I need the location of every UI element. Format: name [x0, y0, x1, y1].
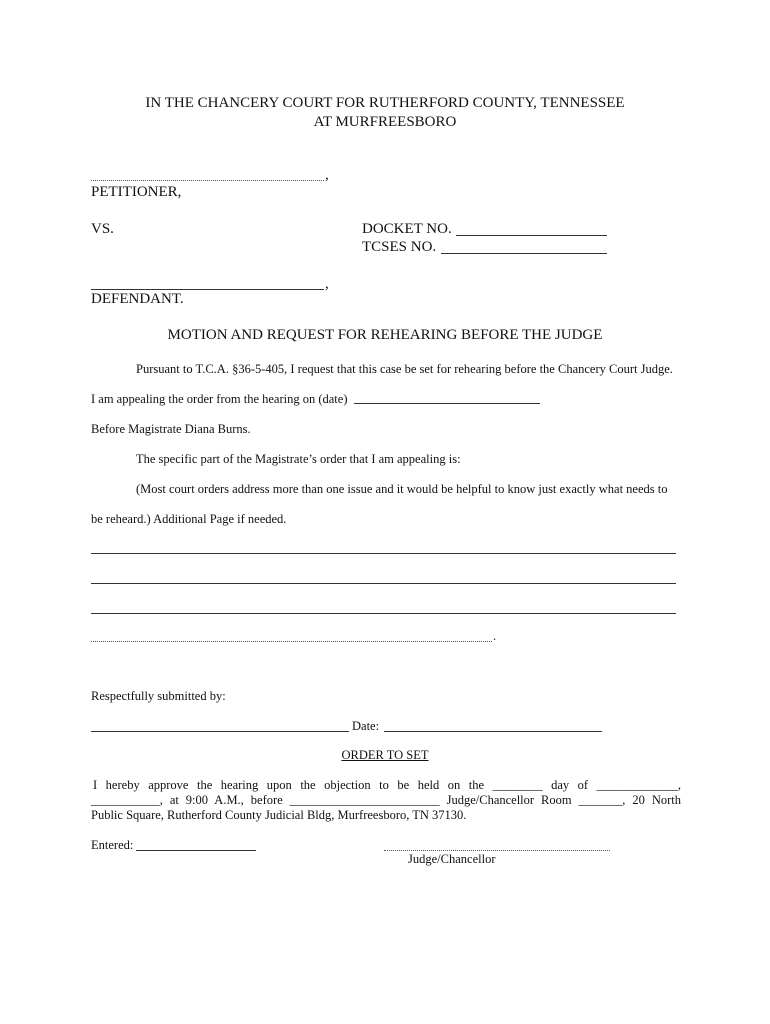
petitioner-label: PETITIONER,: [91, 184, 182, 200]
answer-line-3[interactable]: [91, 613, 676, 614]
court-title: IN THE CHANCERY COURT FOR RUTHERFORD COUNTY, TENNESSEE: [145, 95, 625, 111]
order-line-2: ___________, at 9:00 A.M., before ________________________ Judge/Chancellor Room _______, 20 North: [91, 793, 681, 807]
docket-label: DOCKET NO.: [362, 221, 452, 237]
order-title: ORDER TO SET: [341, 748, 429, 762]
signature-date-label: Date:: [352, 719, 380, 733]
petitioner-comma: ,: [325, 167, 329, 183]
defendant-label: DEFENDANT.: [91, 291, 184, 307]
hearing-date-line[interactable]: [354, 403, 540, 404]
court-location: AT MURFREESBORO: [313, 114, 457, 130]
note-line-1: (Most court orders address more than one issue and it would be helpful to know just exactly what needs to: [136, 482, 668, 496]
specific-part-text: The specific part of the Magistrate’s order that I am appealing is:: [136, 452, 461, 466]
answer-line-4[interactable]: [91, 641, 492, 642]
answer-period: .: [493, 629, 497, 643]
docket-number-line[interactable]: [456, 235, 607, 236]
vs-label: VS.: [91, 221, 114, 237]
defendant-name-line[interactable]: [91, 289, 324, 290]
magistrate-text: Before Magistrate Diana Burns.: [91, 422, 251, 436]
petitioner-name-line[interactable]: [91, 180, 324, 181]
order-line-3: Public Square, Rutherford County Judicial Bldg, Murfreesboro, TN 37130.: [91, 808, 467, 822]
statute-paragraph: Pursuant to T.C.A. §36-5-405, I request that this case be set for rehearing before the Chancery Court Judge.: [136, 362, 673, 376]
tcses-number-line[interactable]: [441, 253, 607, 254]
submitted-by-label: Respectfully submitted by:: [91, 689, 226, 703]
signature-date-line[interactable]: [384, 731, 602, 732]
answer-line-1[interactable]: [91, 553, 676, 554]
note-line-2: be reheard.) Additional Page if needed.: [91, 512, 287, 526]
signature-line[interactable]: [91, 731, 349, 732]
judge-chancellor-label: Judge/Chancellor: [408, 852, 496, 866]
defendant-comma: ,: [325, 276, 329, 292]
entered-date-line[interactable]: [136, 850, 256, 851]
motion-title: MOTION AND REQUEST FOR REHEARING BEFORE THE JUDGE: [167, 327, 603, 343]
entered-label: Entered:: [91, 838, 134, 852]
answer-line-2[interactable]: [91, 583, 676, 584]
tcses-label: TCSES NO.: [362, 239, 437, 255]
judge-signature-line[interactable]: [384, 850, 610, 851]
appeal-date-label: I am appealing the order from the hearing on (date): [91, 392, 348, 406]
order-line-1: I hereby approve the hearing upon the objection to be held on the ________ day of _____________,: [93, 778, 681, 792]
